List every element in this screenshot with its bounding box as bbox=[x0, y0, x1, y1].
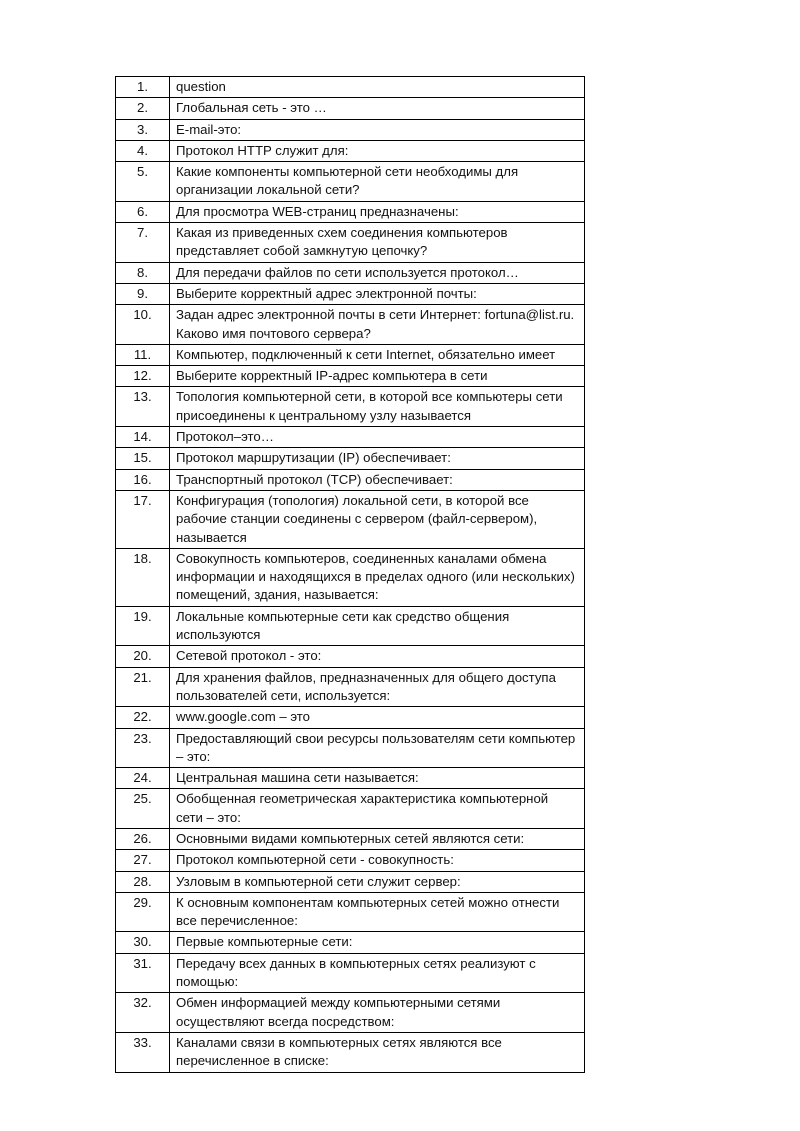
question-number: 16. bbox=[116, 469, 170, 490]
table-row bbox=[116, 201, 585, 222]
table-row bbox=[116, 768, 585, 789]
table-row bbox=[116, 366, 585, 387]
question-number: 13. bbox=[116, 387, 170, 427]
question-text: Выберите корректный IP-адрес компьютера в сети bbox=[170, 366, 585, 387]
question-text: Задан адрес электронной почты в сети Интернет: fortuna@list.ru. Каково имя почтового сервера? bbox=[170, 305, 585, 345]
table-row bbox=[116, 162, 585, 202]
question-text: Для просмотра WEB-страниц предназначены: bbox=[170, 201, 585, 222]
question-number: 7. bbox=[116, 223, 170, 263]
question-text: Обмен информацией между компьютерными сетями осуществляют всегда посредством: bbox=[170, 993, 585, 1033]
question-number: 2. bbox=[116, 98, 170, 119]
table-row bbox=[116, 77, 585, 98]
table-row bbox=[116, 892, 585, 932]
question-text: Каналами связи в компьютерных сетях являются все перечисленное в списке: bbox=[170, 1032, 585, 1072]
question-text: Топология компьютерной сети, в которой все компьютеры сети присоединены к центральному узлу называется bbox=[170, 387, 585, 427]
question-number: 1. bbox=[116, 77, 170, 98]
table-row bbox=[116, 548, 585, 606]
table-row bbox=[116, 871, 585, 892]
question-text: Совокупность компьютеров, соединенных каналами обмена информации и находящихся в пределах одного (или нескольких) помещений, здания, называется: bbox=[170, 548, 585, 606]
question-text: Компьютер, подключенный к сети Internet, обязательно имеет bbox=[170, 344, 585, 365]
question-text: Локальные компьютерные сети как средство общения используются bbox=[170, 606, 585, 646]
table-row bbox=[116, 427, 585, 448]
question-text: Передачу всех данных в компьютерных сетях реализуют с помощью: bbox=[170, 953, 585, 993]
question-text: Узловым в компьютерной сети служит сервер: bbox=[170, 871, 585, 892]
question-number: 30. bbox=[116, 932, 170, 953]
table-row bbox=[116, 448, 585, 469]
question-text: Протокол маршрутизации (IP) обеспечивает: bbox=[170, 448, 585, 469]
table-row bbox=[116, 344, 585, 365]
table-row bbox=[116, 140, 585, 161]
question-text: Конфигурация (топология) локальной сети, в которой все рабочие станции соединены с сервером (файл-сервером), называется bbox=[170, 490, 585, 548]
table-row bbox=[116, 490, 585, 548]
question-number: 9. bbox=[116, 283, 170, 304]
table-row bbox=[116, 606, 585, 646]
question-text: Предоставляющий свои ресурсы пользователям сети компьютер – это: bbox=[170, 728, 585, 768]
table-row bbox=[116, 993, 585, 1033]
table-row bbox=[116, 667, 585, 707]
question-text: Обобщенная геометрическая характеристика компьютерной сети – это: bbox=[170, 789, 585, 829]
question-text: Транспортный протокол (TCP) обеспечивает: bbox=[170, 469, 585, 490]
question-text: Первые компьютерные сети: bbox=[170, 932, 585, 953]
table-row bbox=[116, 305, 585, 345]
question-text: Сетевой протокол - это: bbox=[170, 646, 585, 667]
question-number: 32. bbox=[116, 993, 170, 1033]
question-number: 28. bbox=[116, 871, 170, 892]
question-text: Выберите корректный адрес электронной почты: bbox=[170, 283, 585, 304]
question-text: Протокол компьютерной сети - совокупность: bbox=[170, 850, 585, 871]
question-number: 31. bbox=[116, 953, 170, 993]
table-row bbox=[116, 953, 585, 993]
question-text: E-mail-это: bbox=[170, 119, 585, 140]
table-row bbox=[116, 283, 585, 304]
question-number: 33. bbox=[116, 1032, 170, 1072]
question-number: 24. bbox=[116, 768, 170, 789]
question-text: Глобальная сеть - это … bbox=[170, 98, 585, 119]
question-text: Центральная машина сети называется: bbox=[170, 768, 585, 789]
question-number: 23. bbox=[116, 728, 170, 768]
table-row bbox=[116, 387, 585, 427]
question-number: 22. bbox=[116, 707, 170, 728]
question-number: 12. bbox=[116, 366, 170, 387]
table-row bbox=[116, 223, 585, 263]
question-number: 4. bbox=[116, 140, 170, 161]
question-number: 26. bbox=[116, 828, 170, 849]
table-row bbox=[116, 932, 585, 953]
question-text: Для хранения файлов, предназначенных для общего доступа пользователей сети, используется: bbox=[170, 667, 585, 707]
question-text: Протокол–это… bbox=[170, 427, 585, 448]
table-row bbox=[116, 98, 585, 119]
question-text: Протокол HTTP служит для: bbox=[170, 140, 585, 161]
question-number: 3. bbox=[116, 119, 170, 140]
question-number: 17. bbox=[116, 490, 170, 548]
question-text: К основным компонентам компьютерных сетей можно отнести все перечисленное: bbox=[170, 892, 585, 932]
question-number: 10. bbox=[116, 305, 170, 345]
question-text: Какие компоненты компьютерной сети необходимы для организации локальной сети? bbox=[170, 162, 585, 202]
table-row bbox=[116, 828, 585, 849]
table-row bbox=[116, 262, 585, 283]
question-number: 14. bbox=[116, 427, 170, 448]
question-number: 18. bbox=[116, 548, 170, 606]
question-text: Основными видами компьютерных сетей являются сети: bbox=[170, 828, 585, 849]
question-number: 29. bbox=[116, 892, 170, 932]
question-number: 20. bbox=[116, 646, 170, 667]
questions-table bbox=[115, 76, 585, 1073]
table-row bbox=[116, 646, 585, 667]
question-number: 11. bbox=[116, 344, 170, 365]
table-row bbox=[116, 728, 585, 768]
table-row bbox=[116, 469, 585, 490]
question-number: 21. bbox=[116, 667, 170, 707]
question-text: Для передачи файлов по сети используется протокол… bbox=[170, 262, 585, 283]
table-row bbox=[116, 789, 585, 829]
question-number: 8. bbox=[116, 262, 170, 283]
table-row bbox=[116, 119, 585, 140]
table-row bbox=[116, 1032, 585, 1072]
question-text: question bbox=[170, 77, 585, 98]
question-number: 27. bbox=[116, 850, 170, 871]
question-text: www.google.com – это bbox=[170, 707, 585, 728]
question-number: 15. bbox=[116, 448, 170, 469]
questions-table-body bbox=[116, 77, 585, 1073]
question-number: 19. bbox=[116, 606, 170, 646]
question-number: 25. bbox=[116, 789, 170, 829]
question-number: 5. bbox=[116, 162, 170, 202]
table-row bbox=[116, 707, 585, 728]
question-number: 6. bbox=[116, 201, 170, 222]
table-row bbox=[116, 850, 585, 871]
question-text: Какая из приведенных схем соединения компьютеров представляет собой замкнутую цепочку? bbox=[170, 223, 585, 263]
